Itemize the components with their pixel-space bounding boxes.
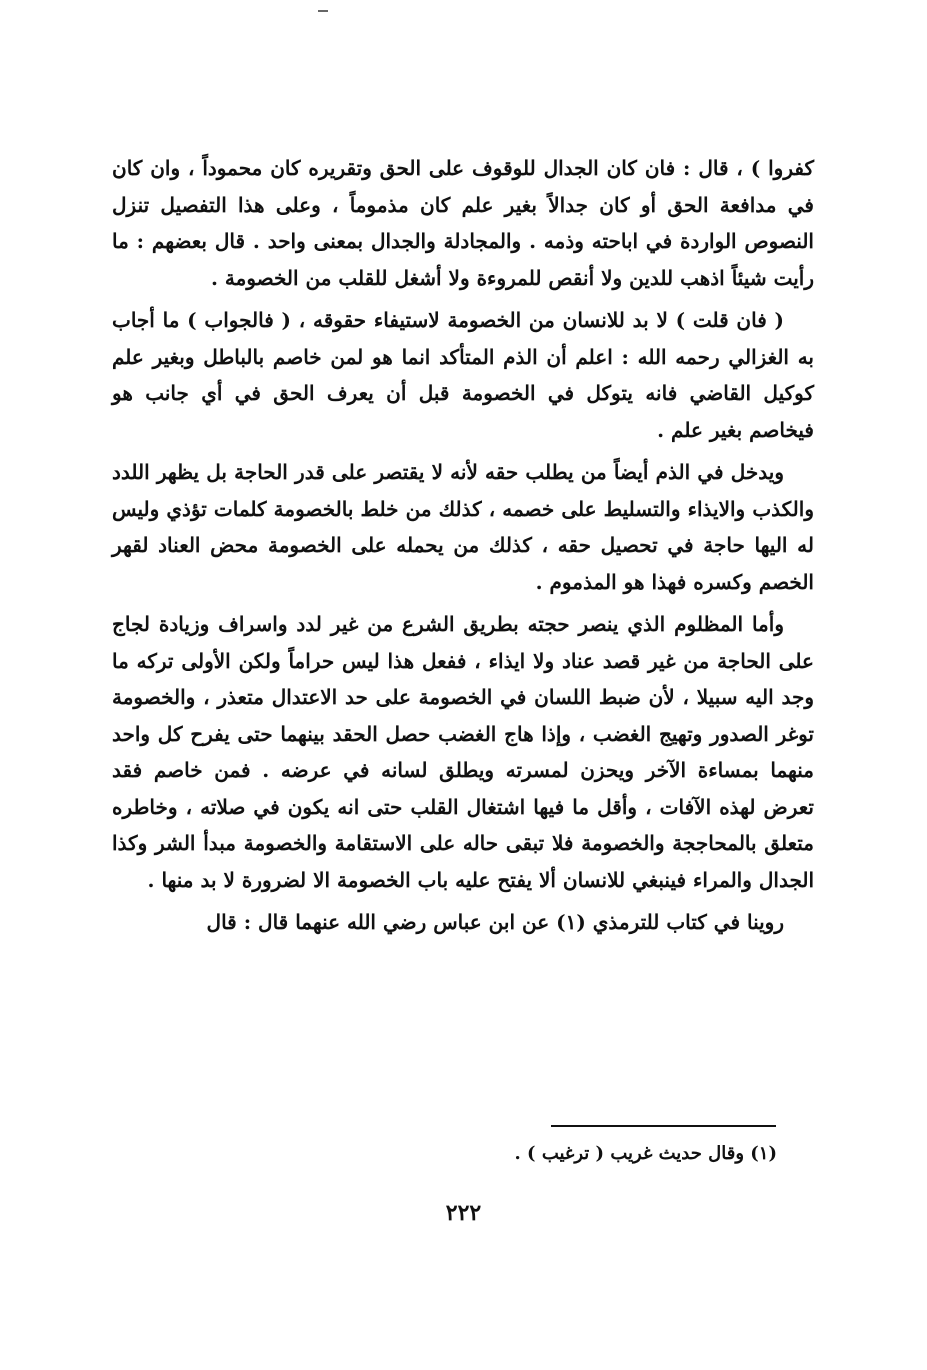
page-body [112, 150, 814, 947]
paragraph-1: كفروا ) ، قال : فان كان الجدال للوقوف على الحق وتقريره كان محموداً ، وان كان في مدافعة الحق أو كان جدالاً بغير علم كان مذموماً ، وعلى هذا التفصيل تنزل النصوص الواردة في اباحته وذمه . والمجادلة والجدال بمعنى واحد . قال بعضهم : ما رأيت شيئاً اذهب للدين ولا أنقص للمروءة ولا أشغل للقلب من الخصومة . [112, 156, 814, 290]
page-number: ٢٢٢ [445, 1200, 482, 1226]
paragraph-5: روينا في كتاب للترمذي (١) عن ابن عباس رضي الله عنهما قال : قال [206, 910, 784, 934]
paragraph-2: ( فان قلت ) لا بد للانسان من الخصومة لاستيفاء حقوقه ، ( فالجواب ) ما أجاب به الغزالي رحمه الله : اعلم أن الذم المتأكد انما هو لمن خاصم بالباطل وبغير علم كوكيل القاضي فانه يتوكل في الخصومة قبل أن يعرف الحق في أي جانب هو فيخاصم بغير علم . [112, 308, 814, 442]
top-mark [318, 10, 328, 12]
footnote: (١) وقال حديث غريب ( ترغيب ) . [514, 1143, 777, 1164]
footnote-divider [551, 1125, 776, 1127]
paragraph-3: ويدخل في الذم أيضاً من يطلب حقه لأنه لا يقتصر على قدر الحاجة بل يظهر اللدد والكذب والايذاء والتسليط على خصمه ، كذلك من خلط بالخصومة كلمات تؤذي وليس له اليها حاجة في تحصيل حقه ، كذلك من يحمله على الخصومة محض العناد لقهر الخصم وكسره فهذا هو المذموم . [112, 460, 814, 594]
paragraph-4: وأما المظلوم الذي ينصر حجته بطريق الشرع من غير لدد واسراف وزيادة لجاج على الحاجة من غير قصد عناد ولا ايذاء ، ففعل هذا ليس حراماً ولكن الأولى تركه ما وجد اليه سبيلا ، لأن ضبط اللسان في الخصومة على حد الاعتدال متعذر ، والخصومة توغر الصدور وتهيج الغضب ، وإذا هاج الغضب حصل الحقد بينهما حتى يفرح كل واحد منهما بمساءة الآخر ويحزن لمسرته ويطلق لسانه في عرضه . فمن خاصم فقد تعرض لهذه الآفات ، وأقل ما فيها اشتغال القلب حتى انه يكون في صلاته ، وخاطره متعلق بالمحاججة والخصومة فلا تبقى حاله على الاستقامة والخصومة مبدأ الشر وكذا الجدال والمراء فينبغي للانسان ألا يفتح عليه باب الخصومة الا لضرورة لا بد منها . [112, 612, 814, 892]
